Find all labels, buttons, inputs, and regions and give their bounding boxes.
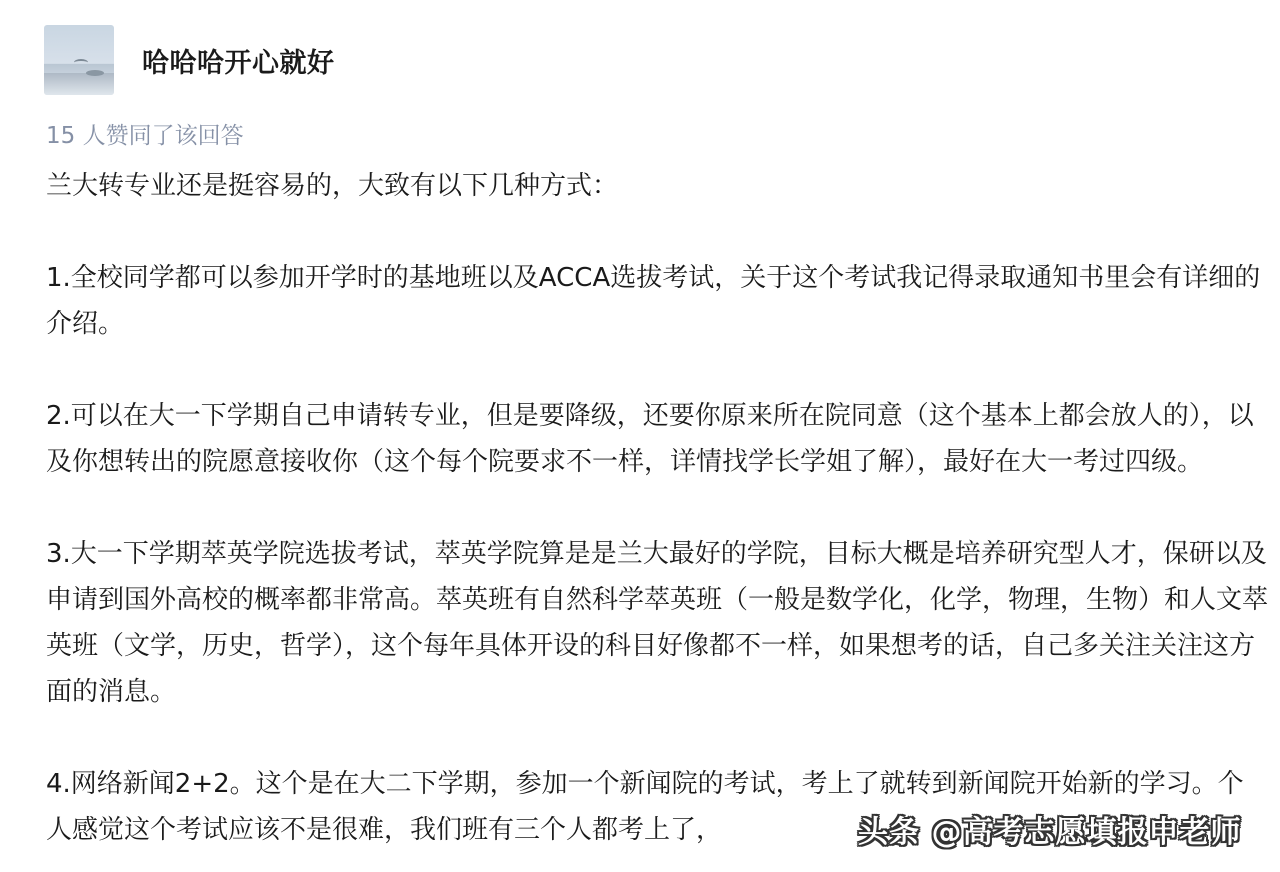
author-name[interactable]: 哈哈哈开心就好 (142, 47, 335, 79)
avatar-bird-icon (74, 59, 88, 66)
answer-paragraph-intro: 兰大转专业还是挺容易的，大致有以下几种方式： (46, 171, 619, 201)
avatar-shape-icon (86, 70, 104, 76)
answer-paragraph-4: 4.网络新闻2+2。这个是在大二下学期，参加一个新闻院的考试，考上了就转到新闻院开始新的学习。个人感觉这个考试应该不是很难，我们班有三个人都考上了， (46, 769, 1244, 845)
answer-author-header (44, 25, 335, 95)
answer-paragraph-2: 2.可以在大一下学期自己申请转专业，但是要降级，还要你原来所在院同意（这个基本上都会放人的），以及你想转出的院愿意接收你（这个每个院要求不一样，详情找学长学姐了解），最好在大一考过四级。 (46, 401, 1254, 477)
likes-count: 15 人赞同了该回答 (46, 123, 244, 149)
answer-paragraph-3: 3.大一下学期萃英学院选拔考试，萃英学院算是是兰大最好的学院，目标大概是培养研究型人才，保研以及申请到国外高校的概率都非常高。萃英班有自然科学萃英班（一般是数学化，化学，物理，生物）和人文萃英班（文学，历史，哲学），这个每年具体开设的科目好像都不一样，如果想考的话，自己多关注关注这方面的消息。 (46, 539, 1269, 707)
source-watermark: 头条 @高考志愿填报申老师 (858, 815, 1242, 850)
answer-content (46, 163, 1268, 853)
answer-paragraph-1: 1.全校同学都可以参加开学时的基地班以及ACCA选拔考试，关于这个考试我记得录取通知书里会有详细的介绍。 (46, 263, 1261, 339)
avatar-ground (44, 73, 114, 95)
avatar[interactable] (44, 25, 114, 95)
